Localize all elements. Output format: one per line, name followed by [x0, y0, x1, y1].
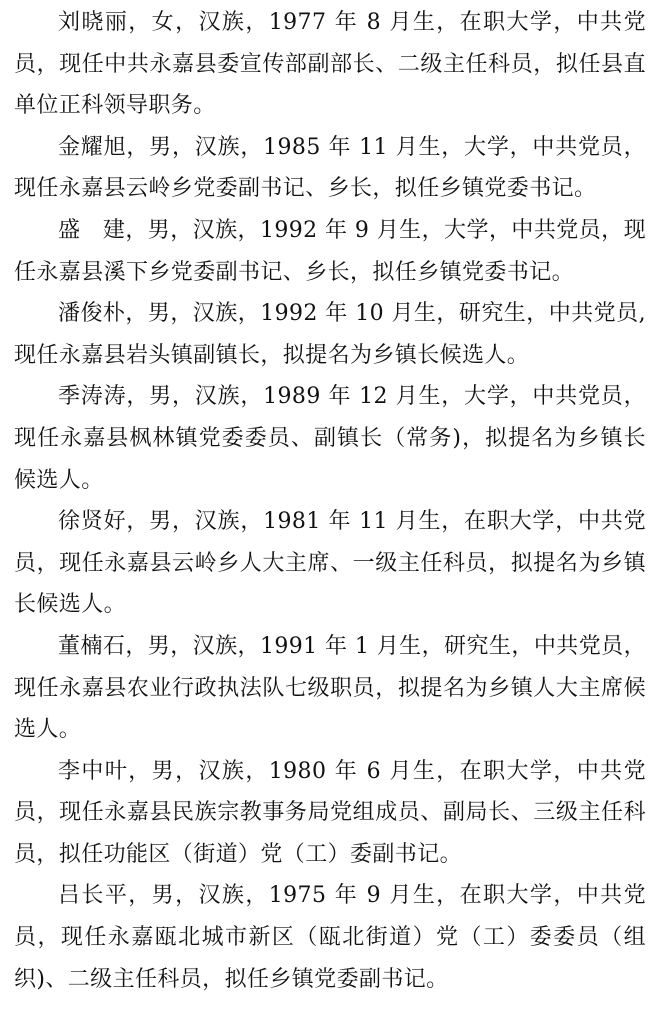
personnel-entry: 季涛涛，男，汉族，1989 年 12 月生，大学，中共党员，现任永嘉县枫林镇党委委员、副镇长（常务)，拟提名为乡镇长候选人。	[14, 384, 646, 493]
personnel-entry: 吕长平，男，汉族，1975 年 9 月生，在职大学，中共党员，现任永嘉瓯北城市新区（瓯北街道）党（工）委委员（组织)、二级主任科员，拟任乡镇党委副书记。	[14, 883, 646, 992]
personnel-entry: 李中叶，男，汉族，1980 年 6 月生，在职大学，中共党员，现任永嘉县民族宗教事务局党组成员、副局长、三级主任科员，拟任功能区（街道）党（工）委副书记。	[14, 758, 646, 867]
personnel-entry: 徐贤好，男，汉族，1981 年 11 月生，在职大学，中共党员，现任永嘉县云岭乡人大主席、一级主任科员，拟提名为乡镇长候选人。	[14, 509, 646, 618]
personnel-entry: 刘晓丽，女，汉族，1977 年 8 月生，在职大学，中共党员，现任中共永嘉县委宣传部副部长、二级主任科员，拟任县直单位正科领导职务。	[14, 10, 646, 119]
personnel-entry: 董楠石，男，汉族，1991 年 1 月生，研究生，中共党员，现任永嘉县农业行政执法队七级职员，拟提名为乡镇人大主席候选人。	[14, 633, 646, 743]
personnel-entry: 潘俊朴，男，汉族，1992 年 10 月生，研究生，中共党员,现任永嘉县岩头镇副镇长，拟提名为乡镇长候选人。	[14, 301, 646, 368]
personnel-entry: 盛 建，男，汉族，1992 年 9 月生，大学，中共党员，现任永嘉县溪下乡党委副书记、乡长，拟任乡镇党委书记。	[14, 217, 646, 285]
personnel-entry: 金耀旭，男，汉族，1985 年 11 月生，大学，中共党员，现任永嘉县云岭乡党委副书记、乡长，拟任乡镇党委书记。	[14, 134, 646, 202]
